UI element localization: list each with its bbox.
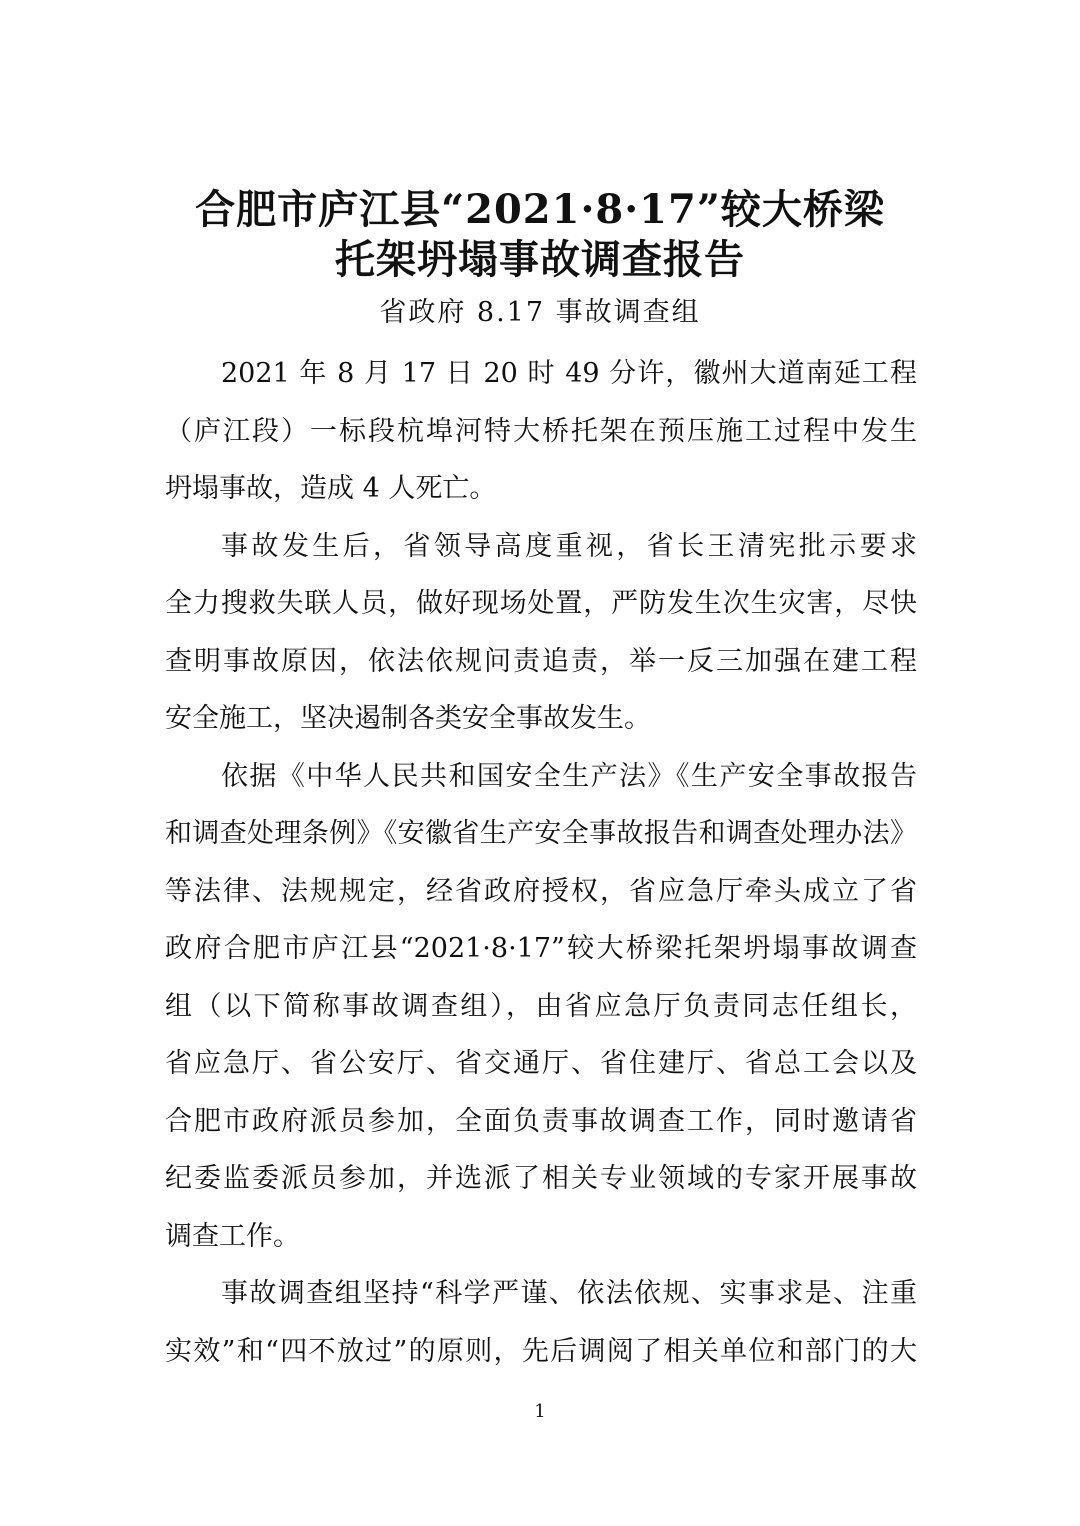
body-line: 安全施工，坚决遏制各类安全事故发生。 — [165, 703, 651, 734]
body-line: 组（以下简称事故调查组），由省应急厅负责同志任组长， — [165, 990, 917, 1022]
body-line: 查明事故原因，依法依规问责追责，举一反三加强在建工程 — [165, 645, 917, 677]
body-line: 依据《中华人民共和国安全生产法》《生产安全事故报告 — [221, 760, 917, 792]
body-line: 实效”和“四不放过”的原则，先后调阅了相关单位和部门的大 — [165, 1335, 917, 1367]
body-line: 合肥市政府派员参加，全面负责事故调查工作，同时邀请省 — [165, 1105, 917, 1137]
body-line: 全力搜救失联人员，做好现场处置，严防发生次生灾害，尽快 — [165, 588, 917, 619]
body-line: 坍塌事故，造成 4 人死亡。 — [165, 473, 497, 504]
page-number: 1 — [534, 1401, 546, 1422]
body-line: 省应急厅、省公安厅、省交通厅、省住建厅、省总工会以及 — [165, 1048, 917, 1079]
body-line: 调查工作。 — [165, 1220, 300, 1252]
body-line: 2021 年 8 月 17 日 20 时 49 分许，徽州大道南延工程 — [221, 358, 917, 389]
report-subtitle: 省政府 8.17 事故调查组 — [379, 297, 701, 328]
report-title-line-2: 托架坍塌事故调查报告 — [335, 236, 745, 283]
body-line: 政府合肥市庐江县“2021·8·17”较大桥梁托架坍塌事故调查 — [165, 933, 917, 964]
body-line: 事故发生后，省领导高度重视，省长王清宪批示要求 — [221, 530, 917, 562]
body-line: （庐江段）一标段杭埠河特大桥托架在预压施工过程中发生 — [165, 415, 917, 447]
body-line: 事故调查组坚持“科学严谨、依法依规、实事求是、注重 — [221, 1278, 917, 1309]
report-title-line-1: 合肥市庐江县“2021·8·17”较大桥梁 — [195, 186, 885, 233]
body-line: 等法律、法规规定，经省政府授权，省应急厅牵头成立了省 — [165, 875, 917, 907]
report-body — [165, 345, 917, 1380]
body-line: 纪委监委派员参加，并选派了相关专业领域的专家开展事故 — [165, 1163, 917, 1194]
body-line: 和调查处理条例》《安徽省生产安全事故报告和调查处理办法》 — [165, 818, 917, 849]
